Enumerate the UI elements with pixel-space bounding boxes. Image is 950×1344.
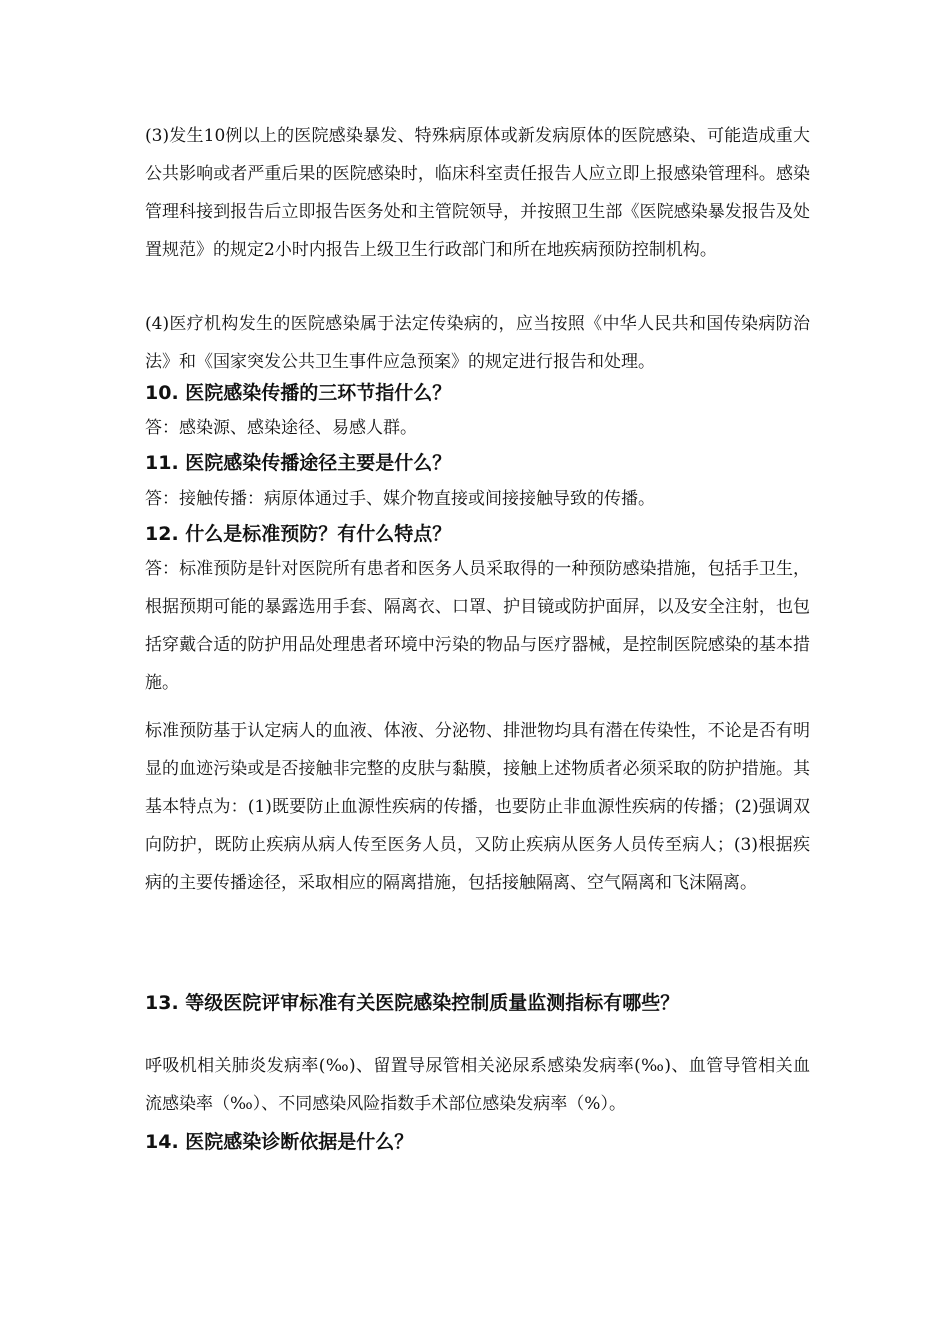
paragraph-text: (4)医疗机构发生的医院感染属于法定传染病的，应当按照《中华人民共和国传染病防治法》和《国家突发公共卫生事件应急预案》的规定进行报告和处理。 xyxy=(145,314,810,372)
answer-11 xyxy=(145,482,810,516)
paragraph-text: 标准预防基于认定病人的血液、体液、分泌物、排泄物均具有潜在传染性，不论是否有明显的血迹污染或是否接触非完整的皮肤与黏膜，接触上述物质者必须采取的防护措施。其基本特点为：(1)既要防止血源性疾病的传播，也要防止非血源性疾病的传播；(2)强调双向防护，既防止疾病从病人传至医务人员，又防止疾病从医务人员传至病人；(3)根据疾病的主要传播途径，采取相应的隔离措施，包括接触隔离、空气隔离和飞沫隔离。 xyxy=(145,721,810,893)
answer-text: 答：感染源、感染途径、易感人群。 xyxy=(145,418,417,438)
question-12 xyxy=(145,517,810,551)
question-11 xyxy=(145,446,810,480)
answer-text: 答：标准预防是针对医院所有患者和医务人员采取得的一种预防感染措施，包括手卫生，根据预期可能的暴露选用手套、隔离衣、口罩、护目镜或防护面屏，以及安全注射，也包括穿戴合适的防护用品处理患者环境中污染的物品与医疗器械，是控制医院感染的基本措施。 xyxy=(145,559,810,693)
answer-text: 答：接触传播：病原体通过手、媒介物直接或间接接触导致的传播。 xyxy=(145,489,655,509)
answer-13 xyxy=(145,1047,810,1123)
question-heading: 13. 等级医院评审标准有关医院感染控制质量监测指标有哪些？ xyxy=(145,992,680,1014)
question-heading: 14. 医院感染诊断依据是什么？ xyxy=(145,1131,414,1153)
question-13 xyxy=(145,986,810,1020)
paragraph-item-4 xyxy=(145,305,810,381)
answer-12 xyxy=(145,550,810,702)
paragraph-text: (3)发生10例以上的医院感染暴发、特殊病原体或新发病原体的医院感染、可能造成重大公共影响或者严重后果的医院感染时，临床科室责任报告人应立即上报感染管理科。感染管理科接到报告后立即报告医务处和主管院领导，并按照卫生部《医院感染暴发报告及处置规范》的规定2小时内报告上级卫生行政部门和所在地疾病预防控制机构。 xyxy=(145,126,810,260)
question-14 xyxy=(145,1125,810,1159)
question-10 xyxy=(145,376,810,410)
question-heading: 10. 医院感染传播的三环节指什么？ xyxy=(145,382,452,404)
answer-12-continued xyxy=(145,712,810,902)
answer-text: 呼吸机相关肺炎发病率(‰)、留置导尿管相关泌尿系感染发病率(‰)、血管导管相关血流感染率（‰）、不同感染风险指数手术部位感染发病率（%）。 xyxy=(145,1056,810,1114)
question-heading: 12. 什么是标准预防？有什么特点？ xyxy=(145,523,452,545)
answer-10 xyxy=(145,411,810,445)
paragraph-item-3 xyxy=(145,117,810,269)
question-heading: 11. 医院感染传播途径主要是什么？ xyxy=(145,452,452,474)
